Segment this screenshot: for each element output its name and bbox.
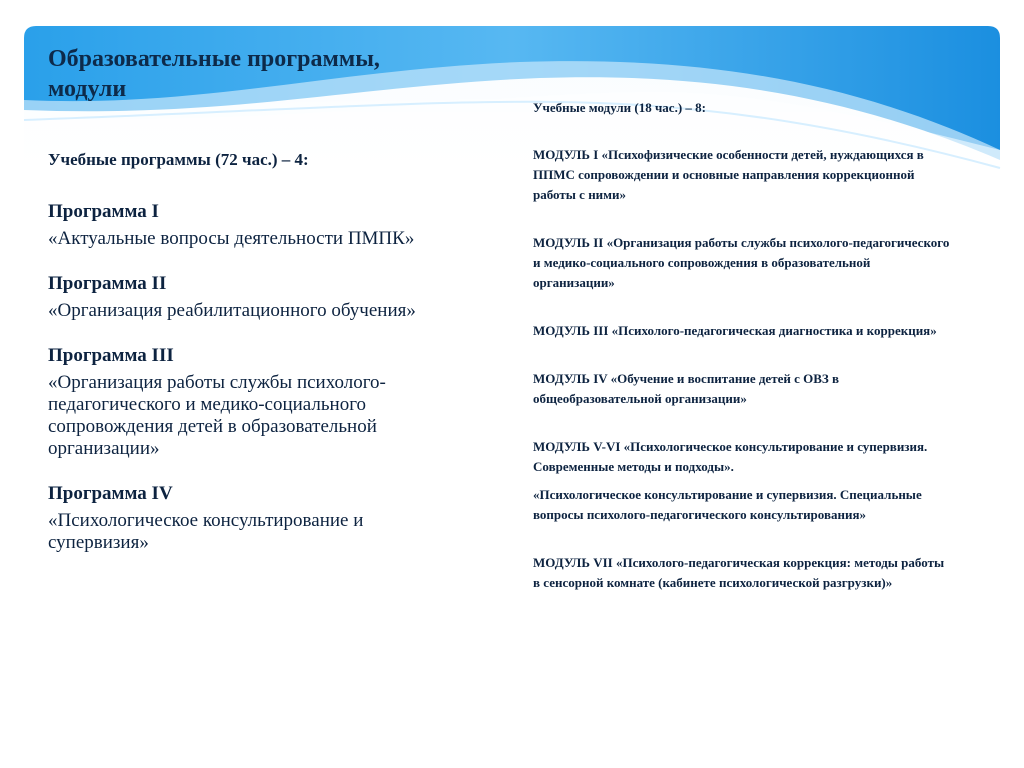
module-item: МОДУЛЬ III «Психолого-педагогическая диагностика и коррекция»: [533, 323, 937, 338]
program-name: Программа II: [48, 273, 167, 294]
program-item: [48, 344, 448, 460]
modules-column: [533, 98, 953, 621]
module-item: МОДУЛЬ I «Психофизические особенности детей, нуждающихся в ППМС сопровождении и основные направления коррекционной работы с ними»: [533, 147, 924, 202]
program-item: [48, 200, 448, 250]
module-item: МОДУЛЬ VII «Психолого-педагогическая коррекция: методы работы в сенсорной комнате (кабинете психологической разгрузки)»: [533, 555, 945, 590]
program-description: «Актуальные вопросы деятельности ПМПК»: [48, 228, 415, 249]
programs-heading: Учебные программы (72 час.) – 4:: [48, 150, 309, 169]
title-line-1: Образовательные программы,: [48, 46, 380, 72]
module-item: МОДУЛЬ II «Организация работы службы психолого-педагогического и медико-социального сопровождения в образовательной организации»: [533, 235, 950, 290]
module-item: МОДУЛЬ V-VI «Психологическое консультирование и супервизия. Современные методы и подходы».: [533, 439, 928, 474]
programs-column: [48, 150, 448, 576]
modules-heading: Учебные модули (18 час.) – 8:: [533, 100, 706, 115]
program-description: «Психологическое консультирование и супервизия»: [48, 510, 364, 553]
program-name: Программа III: [48, 345, 174, 366]
program-item: [48, 482, 448, 554]
program-name: Программа IV: [48, 483, 173, 504]
program-item: [48, 272, 448, 322]
module-item: МОДУЛЬ IV «Обучение и воспитание детей с ОВЗ в общеобразовательной организации»: [533, 371, 840, 406]
program-name: Программа I: [48, 201, 159, 222]
program-description: «Организация реабилитационного обучения»: [48, 300, 416, 321]
title-line-2: модули: [48, 76, 127, 102]
module-item: «Психологическое консультирование и супервизия. Специальные вопросы психолого-педагогического консультирования»: [533, 487, 922, 522]
program-description: «Организация работы службы психолого-педагогического и медико-социального сопровождения детей в образовательной организации»: [48, 372, 386, 459]
slide-title: [48, 44, 518, 104]
